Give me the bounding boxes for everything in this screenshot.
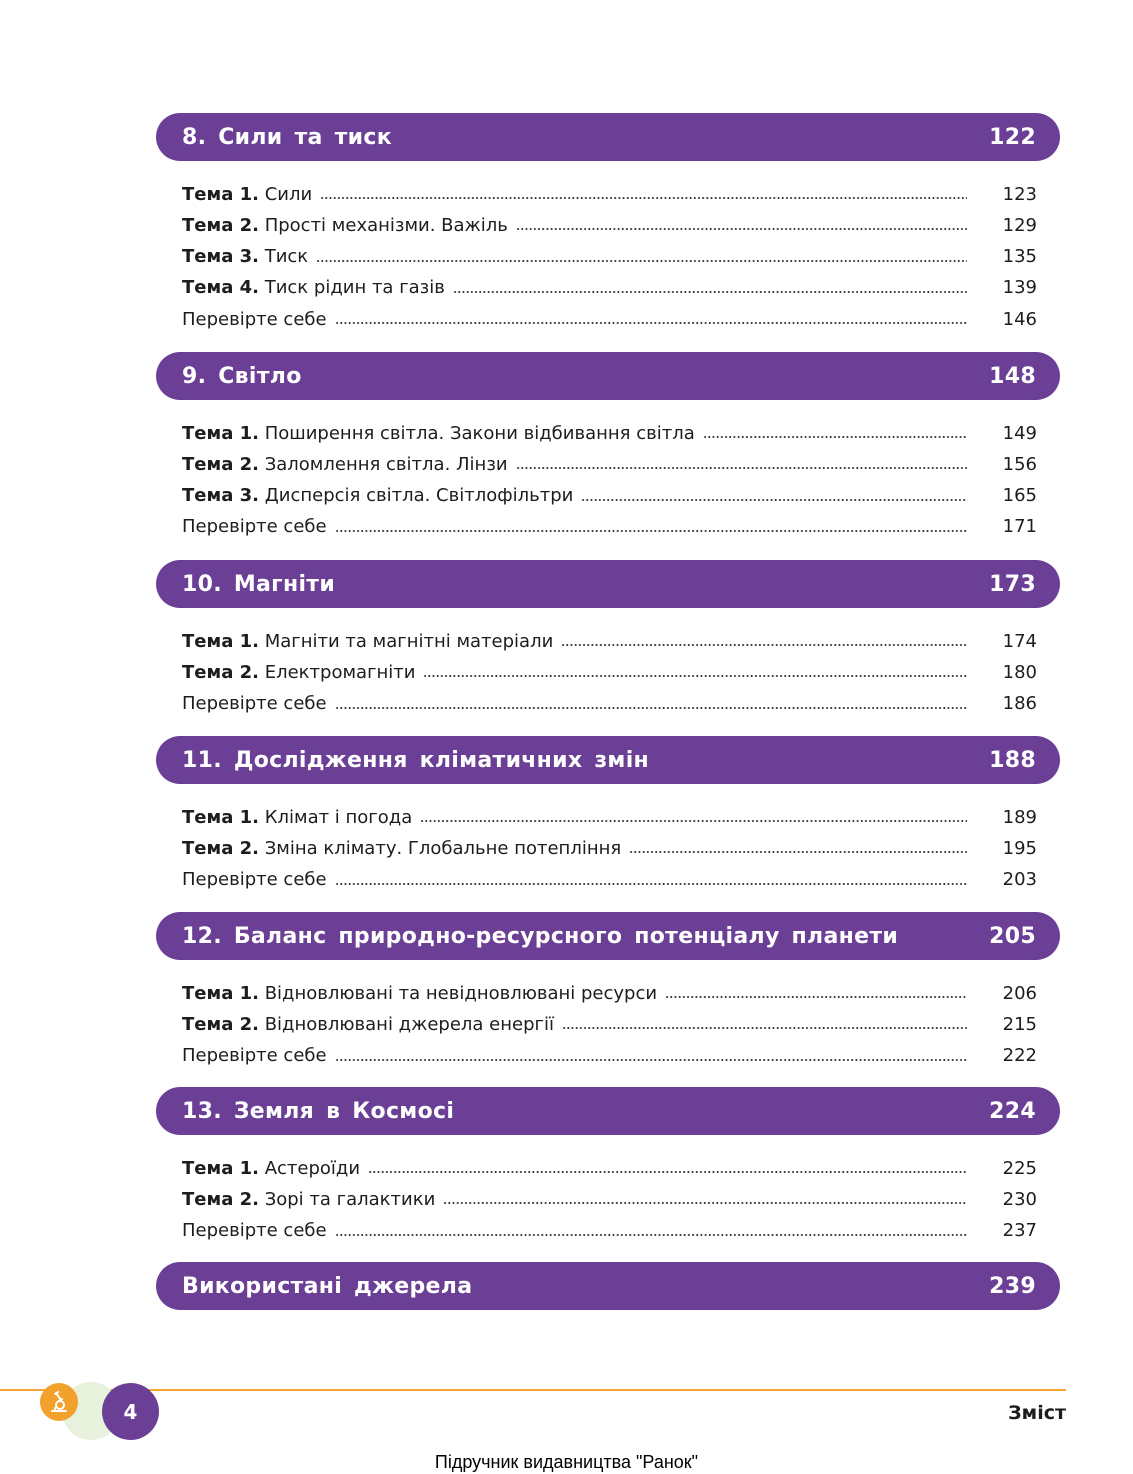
toc-entry-page: 139 <box>1002 277 1037 299</box>
chapter-page-number: 122 <box>989 124 1036 150</box>
dot-leader <box>665 996 967 998</box>
topic-number: Тема 2. <box>182 1013 259 1035</box>
chapter-header[interactable] <box>156 912 1060 960</box>
toc-entry[interactable] <box>182 1042 1037 1070</box>
toc-entry[interactable] <box>182 513 1037 541</box>
chapter-page-number: 224 <box>989 1098 1036 1124</box>
topic-title: Зміна клімату. Глобальне потепління <box>258 837 622 859</box>
toc-entry-label <box>182 1014 554 1035</box>
toc-entry[interactable] <box>182 1217 1037 1245</box>
dot-leader <box>316 260 967 262</box>
topic-title: Зорі та галактики <box>258 1188 436 1210</box>
toc-entry-label <box>182 1158 360 1179</box>
toc-entry-label <box>182 662 415 683</box>
chapter-title: Використані джерела <box>182 1273 473 1299</box>
toc-entry[interactable] <box>182 658 1037 686</box>
dot-leader <box>320 197 967 199</box>
toc-entry[interactable] <box>182 482 1037 510</box>
toc-entry[interactable] <box>182 866 1037 894</box>
toc-entry-page: 180 <box>1002 661 1037 683</box>
toc-entry-label <box>182 807 412 828</box>
dot-leader <box>561 644 967 646</box>
chapter-header[interactable] <box>156 560 1060 608</box>
topic-title: Відновлювані джерела енергії <box>258 1013 554 1035</box>
chapter-title: 8. Сили та тиск <box>182 124 392 150</box>
dot-leader <box>335 1059 967 1061</box>
dot-leader <box>335 322 967 324</box>
toc-entry[interactable] <box>182 1010 1037 1038</box>
toc-entry[interactable] <box>182 180 1037 208</box>
toc-entry-page: 171 <box>1002 516 1037 538</box>
toc-entry-page: 149 <box>1002 422 1037 444</box>
dot-leader <box>453 291 967 293</box>
dot-leader <box>516 467 967 469</box>
toc-entry-page: 206 <box>1002 982 1037 1004</box>
topic-title: Перевірте себе <box>182 1220 327 1242</box>
toc-entry[interactable] <box>182 690 1037 718</box>
dot-leader <box>562 1027 967 1029</box>
toc-entry-label <box>182 983 657 1004</box>
topic-title: Сили <box>258 183 313 205</box>
topic-number: Тема 2. <box>182 214 259 236</box>
toc-entry[interactable] <box>182 1185 1037 1213</box>
toc-entry[interactable] <box>182 211 1037 239</box>
dot-leader <box>423 675 967 677</box>
topic-title: Тиск <box>258 246 309 268</box>
topic-title: Перевірте себе <box>182 869 327 891</box>
topic-number: Тема 1. <box>182 422 259 444</box>
topic-title: Клімат і погода <box>258 806 413 828</box>
toc-entry[interactable] <box>182 979 1037 1007</box>
chapter-header[interactable] <box>156 736 1060 784</box>
dot-leader <box>420 820 967 822</box>
toc-entry[interactable] <box>182 274 1037 302</box>
toc-entry-page: 189 <box>1002 806 1037 828</box>
toc-entry-page: 225 <box>1002 1157 1037 1179</box>
topic-title: Астероїди <box>258 1157 361 1179</box>
topic-title: Електромагніти <box>258 661 416 683</box>
toc-entry-page: 230 <box>1002 1188 1037 1210</box>
toc-entry-page: 156 <box>1002 453 1037 475</box>
toc-entry[interactable] <box>182 627 1037 655</box>
chapter-page-number: 239 <box>989 1273 1036 1299</box>
toc-entry[interactable] <box>182 450 1037 478</box>
toc-entry[interactable] <box>182 803 1037 831</box>
chapter-title: 10. Магніти <box>182 571 336 597</box>
topic-title: Магніти та магнітні матеріали <box>258 630 554 652</box>
topic-title: Прості механізми. Важіль <box>258 214 508 236</box>
chapter-title: 12. Баланс природно-ресурсного потенціалу планети <box>182 923 899 949</box>
dot-leader <box>335 707 967 709</box>
toc-entry-page: 123 <box>1002 183 1037 205</box>
topic-title: Відновлювані та невідновлювані ресурси <box>258 982 658 1004</box>
toc-entry-label <box>182 1189 435 1210</box>
topic-title: Перевірте себе <box>182 308 327 330</box>
topic-title: Перевірте себе <box>182 1045 327 1067</box>
dot-leader <box>443 1202 967 1204</box>
section-title: Зміст <box>1008 1402 1066 1424</box>
topic-number: Тема 1. <box>182 1157 259 1179</box>
toc-entry-label <box>182 309 327 330</box>
toc-entry[interactable] <box>182 243 1037 271</box>
toc-entry[interactable] <box>182 419 1037 447</box>
topic-number: Тема 3. <box>182 246 259 268</box>
toc-entry-label <box>182 485 573 506</box>
toc-entry-page: 135 <box>1002 246 1037 268</box>
chapter-title: 11. Дослідження кліматичних змін <box>182 747 650 773</box>
dot-leader <box>335 1234 967 1236</box>
toc-entry-page: 129 <box>1002 214 1037 236</box>
toc-entry-page: 237 <box>1002 1220 1037 1242</box>
toc-entry-page: 215 <box>1002 1013 1037 1035</box>
toc-entry-label <box>182 246 308 267</box>
toc-entry[interactable] <box>182 834 1037 862</box>
chapter-header[interactable] <box>156 113 1060 161</box>
page-number: 4 <box>102 1383 159 1440</box>
chapter-title: 9. Світло <box>182 363 302 389</box>
topic-number: Тема 2. <box>182 453 259 475</box>
toc-entry-label <box>182 838 621 859</box>
topic-title: Дисперсія світла. Світлофільтри <box>258 485 574 507</box>
toc-entry-label <box>182 693 327 714</box>
toc-entry-page: 222 <box>1002 1045 1037 1067</box>
toc-entry-page: 146 <box>1002 308 1037 330</box>
chapter-page-number: 188 <box>989 747 1036 773</box>
dot-leader <box>516 228 967 230</box>
topic-number: Тема 1. <box>182 630 259 652</box>
toc-entry[interactable] <box>182 305 1037 333</box>
topic-number: Тема 2. <box>182 837 259 859</box>
topic-number: Тема 1. <box>182 806 259 828</box>
topic-number: Тема 1. <box>182 982 259 1004</box>
toc-entry-page: 186 <box>1002 693 1037 715</box>
toc-entry-label <box>182 423 695 444</box>
topic-number: Тема 2. <box>182 661 259 683</box>
topic-title: Тиск рідин та газів <box>258 277 445 299</box>
toc-entry-page: 203 <box>1002 869 1037 891</box>
topic-title: Перевірте себе <box>182 693 327 715</box>
chapter-page-number: 173 <box>989 571 1036 597</box>
publisher-note: Підручник видавництва "Ранок" <box>434 1452 699 1472</box>
toc-entry-label <box>182 1045 327 1066</box>
chapter-page-number: 205 <box>989 923 1036 949</box>
dot-leader <box>335 530 967 532</box>
topic-number: Тема 4. <box>182 277 259 299</box>
toc-entry-label <box>182 516 327 537</box>
toc-entry-label <box>182 277 445 298</box>
toc-entry-page: 195 <box>1002 837 1037 859</box>
toc-entry-label <box>182 454 508 475</box>
chapter-header[interactable] <box>156 352 1060 400</box>
footer-divider <box>0 1389 1066 1391</box>
dot-leader <box>703 436 967 438</box>
microscope-icon <box>40 1383 78 1421</box>
topic-number: Тема 2. <box>182 1188 259 1210</box>
dot-leader <box>368 1171 967 1173</box>
topic-number: Тема 3. <box>182 485 259 507</box>
dot-leader <box>581 499 967 501</box>
toc-entry[interactable] <box>182 1154 1037 1182</box>
toc-entry-label <box>182 1220 327 1241</box>
toc-entry-page: 165 <box>1002 485 1037 507</box>
toc-entry-page: 174 <box>1002 630 1037 652</box>
chapter-title: 13. Земля в Космосі <box>182 1098 455 1124</box>
dot-leader <box>629 851 967 853</box>
toc-entry-label <box>182 869 327 890</box>
toc-entry-label <box>182 184 312 205</box>
topic-number: Тема 1. <box>182 183 259 205</box>
chapter-header[interactable] <box>156 1262 1060 1310</box>
topic-title: Поширення світла. Закони відбивання світла <box>258 422 695 444</box>
dot-leader <box>335 883 967 885</box>
toc-entry-label <box>182 631 553 652</box>
chapter-page-number: 148 <box>989 363 1036 389</box>
toc-entry-label <box>182 215 508 236</box>
topic-title: Перевірте себе <box>182 516 327 538</box>
topic-title: Заломлення світла. Лінзи <box>258 453 508 475</box>
chapter-header[interactable] <box>156 1087 1060 1135</box>
